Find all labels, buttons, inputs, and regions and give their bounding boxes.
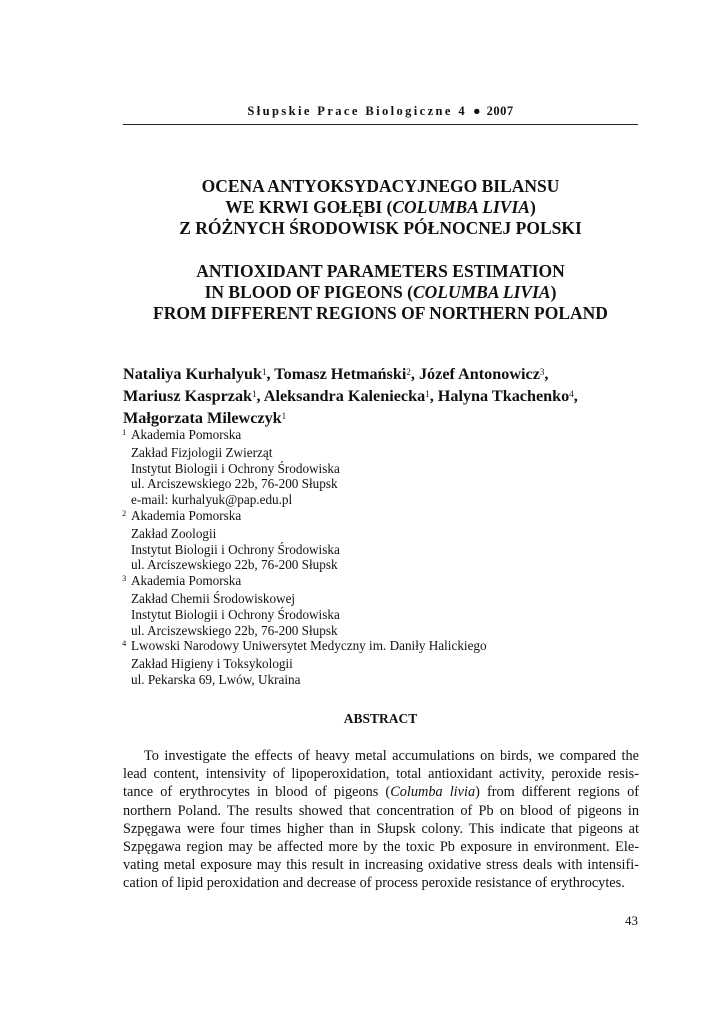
affil-number: 1 [122, 427, 127, 437]
abstract-body [123, 747, 639, 893]
affil-number: 3 [122, 573, 127, 584]
author-affil-sup: 2 [406, 367, 411, 377]
affil-text: Akademia Pomorska [131, 573, 242, 589]
bullet-separator: ● [473, 104, 481, 118]
title-en-line-2 [60, 282, 701, 303]
abstract-line: Szpęgawa were four times higher than in Słupsk colony. This indicate that pigeons at [123, 820, 639, 837]
title-pl-line-1: OCENA ANTYOKSYDACYJNEGO BILANSU [201, 176, 560, 196]
title-english [60, 261, 701, 324]
affil-text: Akademia Pomorska [131, 427, 242, 442]
journal-year: 2007 [486, 104, 514, 118]
title-pl-line-2-a: WE KRWI GOŁĘBI ( [225, 197, 393, 217]
author-sep: , [256, 387, 264, 405]
author-list [123, 363, 643, 429]
title-en-line-3: FROM DIFFERENT REGIONS OF NORTHERN POLAND [153, 303, 608, 323]
author-affil-sup: 1 [425, 389, 430, 399]
author-line-1 [123, 363, 643, 385]
affil-line: Zakład Fizjologii Zwierząt [131, 444, 273, 460]
affil-line [122, 427, 642, 445]
author-affil-sup: 4 [569, 389, 574, 399]
author-sep: , [410, 365, 419, 383]
affil-line: Zakład Zoologii [131, 525, 217, 541]
author-affil-sup: 1 [261, 367, 267, 377]
affil-line: ul. Arciszewskiego 22b, 76-200 Słupsk [131, 557, 338, 573]
affil-number: 2 [122, 507, 127, 518]
affil-line: Zakład Chemii Środowiskowej [131, 590, 296, 606]
journal-name: Słupskie Prace Biologiczne 4 [247, 104, 468, 118]
running-header [123, 104, 638, 119]
affil-line: Zakład Higieny i Toksykologii [131, 656, 293, 672]
title-polish [60, 176, 701, 239]
abstract-line: northern Poland. The results showed that concentration of Pb on blood of pigeons in [123, 802, 639, 819]
author-name: Halyna Tkachenko [437, 387, 570, 405]
page-number: 43 [625, 913, 638, 928]
affil-line: Instytut Biologii i Ochrony Środowiska [131, 460, 340, 476]
author-name: Małgorzata Milewczyk [123, 409, 282, 427]
affil-number: 4 [122, 638, 127, 649]
author-name: Aleksandra Kaleniecka [263, 387, 426, 405]
abstract-heading: ABSTRACT [343, 711, 418, 726]
author-affil-sup: 1 [281, 411, 287, 421]
affil-text: Akademia Pomorska [131, 507, 242, 523]
abstract-line: Szpęgawa region may be affected more by the toxic Pb exposure in environment. Ele- [123, 839, 639, 856]
author-sep: , [266, 365, 275, 383]
author-name: Mariusz Kasprzak [123, 387, 253, 405]
title-pl-line-3: Z RÓŻNYCH ŚRODOWISK PÓŁNOCNEJ POLSKI [179, 218, 582, 238]
author-affil-sup: 1 [252, 389, 257, 399]
author-affil-sup: 3 [539, 367, 545, 377]
title-pl-species: COLUMBA LIVIA [392, 197, 530, 217]
author-sep: , [544, 365, 549, 383]
author-name: Józef Antonowicz [418, 365, 540, 383]
affil-line [122, 508, 642, 526]
affil-text: Lwowski Narodowy Uniwersytet Medyczny im. Daniły Halickiego [131, 638, 487, 654]
header-rule [123, 124, 638, 125]
abstract-line: To investigate the effects of heavy metal accumulations on birds, we compared the [144, 748, 639, 764]
affil-line [122, 573, 642, 591]
author-line-2 [123, 385, 643, 407]
affil-email: e-mail: kurhalyuk@pap.edu.pl [131, 492, 293, 508]
title-en-line-2-a: IN BLOOD OF PIGEONS ( [204, 282, 413, 302]
abstract-line: vating metal exposure may this result in increasing oxidative stress deals with intensifi- [123, 857, 639, 874]
affil-line: Instytut Biologii i Ochrony Środowiska [131, 541, 340, 557]
title-en-line-1: ANTIOXIDANT PARAMETERS ESTIMATION [196, 261, 565, 281]
title-en-line-2-c: ) [550, 282, 557, 302]
species-name: Columba livia [390, 784, 476, 801]
author-name: Nataliya Kurhalyuk [123, 365, 262, 383]
abstract-line: cation of lipid peroxidation and decrease of process peroxide resistance of erythrocytes. [123, 875, 625, 892]
affil-line [122, 638, 642, 656]
abstract-line: lead content, intensivity of lipoperoxidation, total antioxidant activity, peroxide resis- [123, 766, 639, 783]
affiliations [122, 427, 642, 688]
affil-line: ul. Arciszewskiego 22b, 76-200 Słupsk [131, 622, 338, 638]
title-pl-line-2 [60, 197, 701, 218]
affil-line: ul. Pekarska 69, Lwów, Ukraina [131, 671, 301, 687]
title-pl-line-2-c: ) [529, 197, 536, 217]
affil-line: Instytut Biologii i Ochrony Środowiska [131, 606, 340, 622]
author-line-3 [123, 407, 643, 429]
affil-line: ul. Arciszewskiego 22b, 76-200 Słupsk [131, 476, 338, 492]
title-en-species: COLUMBA LIVIA [412, 282, 551, 302]
author-sep: , [429, 387, 438, 405]
author-name: Tomasz Hetmański [274, 365, 407, 383]
abstract-line: tance of erythrocytes in blood of pigeons (Columba livia) from different regions of [123, 784, 639, 801]
author-sep: , [573, 387, 578, 405]
